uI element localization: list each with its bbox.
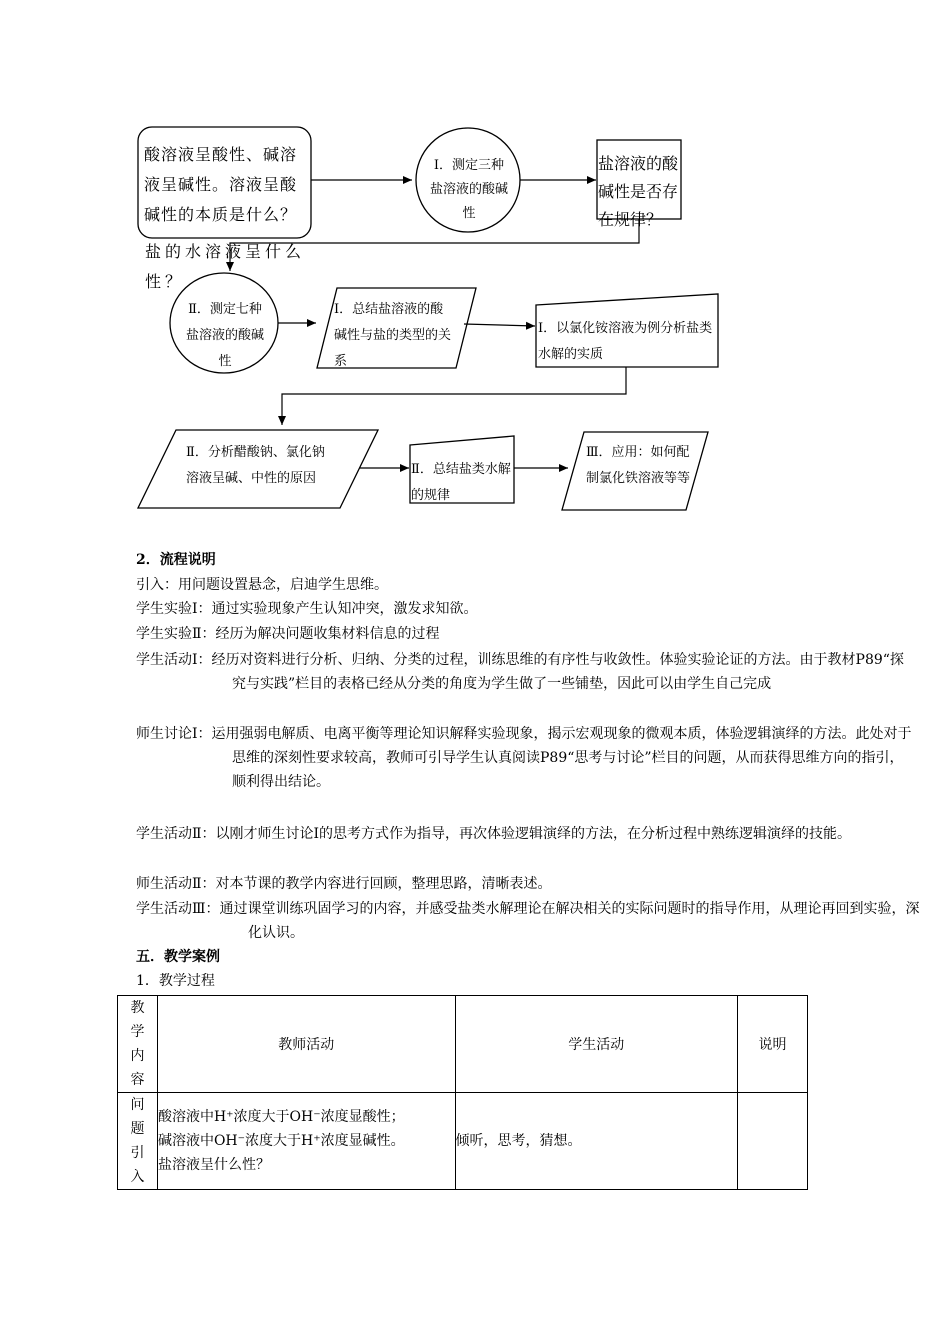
flow-circle-exp1-text: Ⅰ．测定三种盐溶液的酸碱性: [429, 158, 508, 221]
flow-note-intro: [136, 573, 816, 597]
note-label: 学生活动Ⅱ：: [136, 826, 216, 842]
note-label: 学生活动Ⅲ：: [136, 901, 220, 917]
flow-para-analysis2-text: Ⅱ．分析醋酸钠、氯化钠溶液呈碱、中性的原因: [186, 445, 325, 486]
note-label: 学生实验Ⅰ：: [136, 601, 212, 617]
flow-note-act2: [136, 822, 916, 846]
flow-question-text: 盐的水溶液呈什么性？: [145, 242, 306, 291]
flow-note-act1: [136, 648, 912, 696]
row-teacher: [157, 1093, 455, 1190]
section-heading-cases: 五．教学案例: [136, 949, 220, 965]
row-student: 倾听，思考，猜想。: [455, 1093, 738, 1190]
note-text: 经历对资料进行分析、归纳、分类的过程，训练思维的有序性与收敛性。体验实验论证的方法。由于教材P89“探究与实践”栏目的表格已经从分类的角度为学生做了一些铺垫，因此可以由学生自己完成: [211, 652, 904, 692]
note-text: 以刚才师生讨论Ⅰ的思考方式作为指导，再次体验逻辑演绎的方法，在分析过程中熟练逻辑演绎的技能。: [215, 826, 852, 842]
flow-connector: [282, 367, 626, 425]
row-content-text: 问题引入: [130, 1097, 145, 1185]
teacher-line: 碱溶液中OH⁻浓度大于H⁺浓度显碱性。: [157, 1133, 405, 1149]
section-heading-flow: 2．流程说明: [136, 552, 216, 568]
note-label: 师生讨论Ⅰ：: [136, 726, 212, 742]
flow-para-summary1-text: Ⅰ．总结盐溶液的酸碱性与盐的类型的关系: [334, 302, 452, 369]
teacher-line: 盐溶液呈什么性？: [157, 1157, 270, 1173]
table-header-row: [118, 996, 808, 1093]
flow-box-intro-text: 酸溶液呈酸性、碱溶液呈碱性。溶液呈酸碱性的本质是什么？: [144, 145, 298, 224]
note-label: 学生活动Ⅰ：: [136, 652, 212, 668]
row-note: [738, 1093, 808, 1190]
flow-para-application-text: Ⅲ．应用：如何配制氯化铁溶液等等: [586, 445, 691, 486]
header-note: 说明: [738, 996, 808, 1093]
teacher-line: 酸溶液中H⁺浓度大于OH⁻浓度显酸性；: [157, 1109, 405, 1125]
lesson-table: [117, 995, 808, 1190]
note-text: 对本节课的教学内容进行回顾，整理思路，清晰表述。: [215, 876, 552, 892]
note-text: 通过课堂训练巩固学习的内容，并感受盐类水解理论在解决相关的实际问题时的指导作用，从理论再回到实验，深化认识。: [219, 901, 920, 941]
note-text: 运用强弱电解质、电离平衡等理论知识解释实验现象，揭示宏观现象的微观本质，体验逻辑演绎的方法。此处对于思维的深刻性要求较高，教师可引导学生认真阅读P89“思考与讨论”栏目的问题，从而获得思维方向的指引，顺利得出结论。: [211, 726, 912, 790]
flow-note-exp1: [136, 597, 816, 621]
flow-note-act3: [136, 897, 928, 945]
note-label: 引入：: [136, 577, 178, 593]
row-content: [118, 1093, 158, 1190]
note-label: 师生活动Ⅱ：: [136, 876, 216, 892]
note-text: 用问题设置悬念，启迪学生思维。: [178, 577, 388, 593]
flow-circle-exp2-text: Ⅱ．测定七种盐溶液的酸碱性: [186, 302, 265, 369]
note-text: 经历为解决问题收集材料信息的过程: [215, 626, 440, 642]
table-row: [118, 1093, 808, 1190]
flow-note-exp2: [136, 622, 816, 646]
flow-trap-summary2-text: Ⅱ．总结盐类水解的规律: [411, 462, 511, 503]
flow-arrow: [464, 324, 535, 326]
header-content-text: 教学内容: [130, 1000, 145, 1088]
note-text: 通过实验现象产生认知冲突，激发求知欲。: [211, 601, 478, 617]
subsection-heading-process: 1．教学过程: [136, 973, 215, 989]
flow-note-teacher2: [136, 872, 816, 896]
flow-trap-analysis1-text: Ⅰ．以氯化铵溶液为例分析盐类水解的实质: [538, 321, 713, 362]
header-student: 学生活动: [455, 996, 738, 1093]
note-label: 学生实验Ⅱ：: [136, 626, 216, 642]
header-teacher: 教师活动: [157, 996, 455, 1093]
flow-note-disc1: [136, 722, 912, 794]
header-content: [118, 996, 158, 1093]
flow-box-question-text: 盐溶液的酸碱性是否存在规律？: [598, 154, 679, 229]
